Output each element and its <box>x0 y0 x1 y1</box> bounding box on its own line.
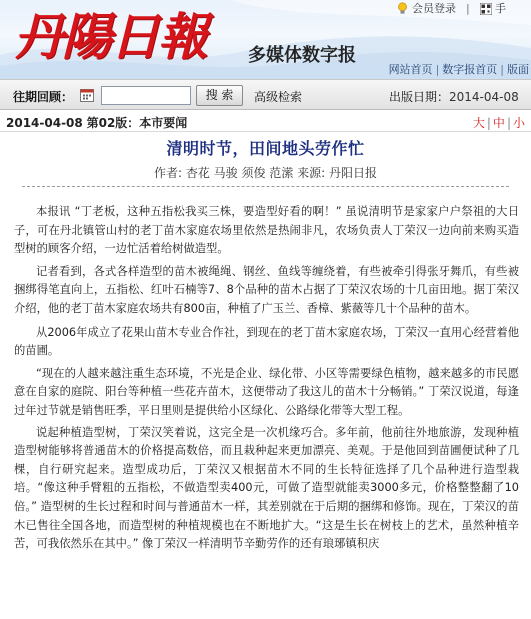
advanced-search-link[interactable]: 高级检索 <box>254 90 303 104</box>
publication-date-value: 2014-04-08 <box>449 90 519 104</box>
calendar-icon[interactable] <box>80 88 94 102</box>
section-page-label: 第02版： <box>86 116 140 130</box>
search-button[interactable]: 搜 索 <box>196 85 243 106</box>
article-byline: 作者: 杏花 马骏 须俊 范潆 来源: 丹阳日报 <box>154 166 377 180</box>
article-paragraph: 从2006年成立了花果山苗木专业合作社，到现在的老丁苗木家庭农场，丁荣汉一直用心经营着他的苗圃。 <box>14 325 519 358</box>
qr-code-icon <box>480 3 492 15</box>
nav-page-list[interactable]: 版面 <box>507 63 529 76</box>
member-login-link[interactable] <box>397 1 456 16</box>
font-size-control <box>473 114 525 131</box>
search-input[interactable] <box>101 86 191 105</box>
article-paragraph: 记者看到，各式各样造型的苗木被绳绳、钢丝、鱼线等缠绕着，有些被牵引得张牙舞爪，有些被捆绑得笔直向上，五指松、红叶石楠等7、8个品种的苗木占据了丁荣汉农场的十几亩田地。据丁荣汉介绍，他的老丁苗木家庭农场共有800亩，种植了广玉兰、香樟、紫薇等几十个品种的苗木。 <box>14 264 519 315</box>
section-info <box>6 114 187 131</box>
article-paragraph: 说起种植造型树，丁荣汉笑着说，这完全是一次机缘巧合。多年前，他前往外地旅游，发现种植造型树能够将普通苗木的价格提高数倍，而且栽种起来更加漂亮、美观。于是他回到苗圃便试种了几棵，自行研究起来。造型成功后，丁荣汉又根据苗木不同的生长特征选择了几个品种进行造型栽培。“像这种手臂粗的五指松，不做造型卖400元，可做了造型就能卖3000多元，价格整整翻了10倍。” 造型树的生长过程和时间与普通苗木一样，其差别就在于后期的捆绑和修饰。现在，丁荣汉的苗木已售往全国各地，而造型树的种植规模也在不断地扩大。“这是生长在树枝上的艺术，虽然种植辛苦，可我依然乐在其中。” 像丁荣汉一样清明节辛勤劳作的还有琅琊镇积庆 <box>14 425 519 551</box>
article-paragraph: 本报讯 “丁老板，这种五指松我买三株，要造型好看的啊！” 虽说清明节是家家户户祭祖的大日子，可在丹北镇管山村的老丁苗木家庭农场里依然是热闹非凡，农场负责人丁荣汉一边向前来购买造型树的顾客介绍，一边忙活着给树做造型。 <box>14 205 519 256</box>
section-page-name[interactable]: 本市要闻 <box>139 116 188 130</box>
article-title: 清明时节，田间地头劳作忙 <box>166 139 365 158</box>
article-divider <box>22 186 509 187</box>
archive-label: 往期回顾： <box>13 90 74 104</box>
font-size-small[interactable]: 小 <box>512 116 525 130</box>
mobile-edition-label: 手 <box>495 2 506 15</box>
font-size-separator: | <box>486 116 491 130</box>
nav-site-home[interactable]: 网站首页 <box>388 63 433 76</box>
header-separator: | <box>466 2 470 15</box>
lightbulb-icon <box>397 2 408 15</box>
nav-separator: | <box>500 62 504 76</box>
masthead <box>0 0 531 79</box>
nav-epaper-home[interactable]: 数字报首页 <box>442 63 498 76</box>
publication-date-label: 出版日期： <box>389 90 450 104</box>
nav-separator: | <box>435 62 440 76</box>
section-date: 2014-04-08 <box>6 116 83 130</box>
font-size-large[interactable]: 大 <box>472 116 485 130</box>
article-paragraph: “现在的人越来越注重生态环境，不光是企业、绿化带、小区等需要绿色植物，越来越多的市民愿意在自家的庭院、阳台等种植一些花卉苗木，这便带动了我这儿的苗木十分畅销。” 丁荣汉说道，每逢过年过节就是销售旺季，平日里则是提供给小区绿化、公路绿化带等大型工程。 <box>14 366 519 417</box>
top-navigation <box>387 62 531 76</box>
multimedia-edition-title: 多媒体数字报 <box>248 45 356 66</box>
member-login-label: 会员登录 <box>412 2 456 15</box>
font-size-medium[interactable]: 中 <box>492 116 505 130</box>
newspaper-logo[interactable]: 丹陽日報 <box>14 7 206 66</box>
section-bar <box>0 110 531 132</box>
article-body <box>14 203 519 557</box>
font-size-separator: | <box>506 116 511 130</box>
mobile-edition-link[interactable] <box>480 1 506 16</box>
archive-toolbar <box>0 79 531 110</box>
publication-date <box>389 88 519 105</box>
